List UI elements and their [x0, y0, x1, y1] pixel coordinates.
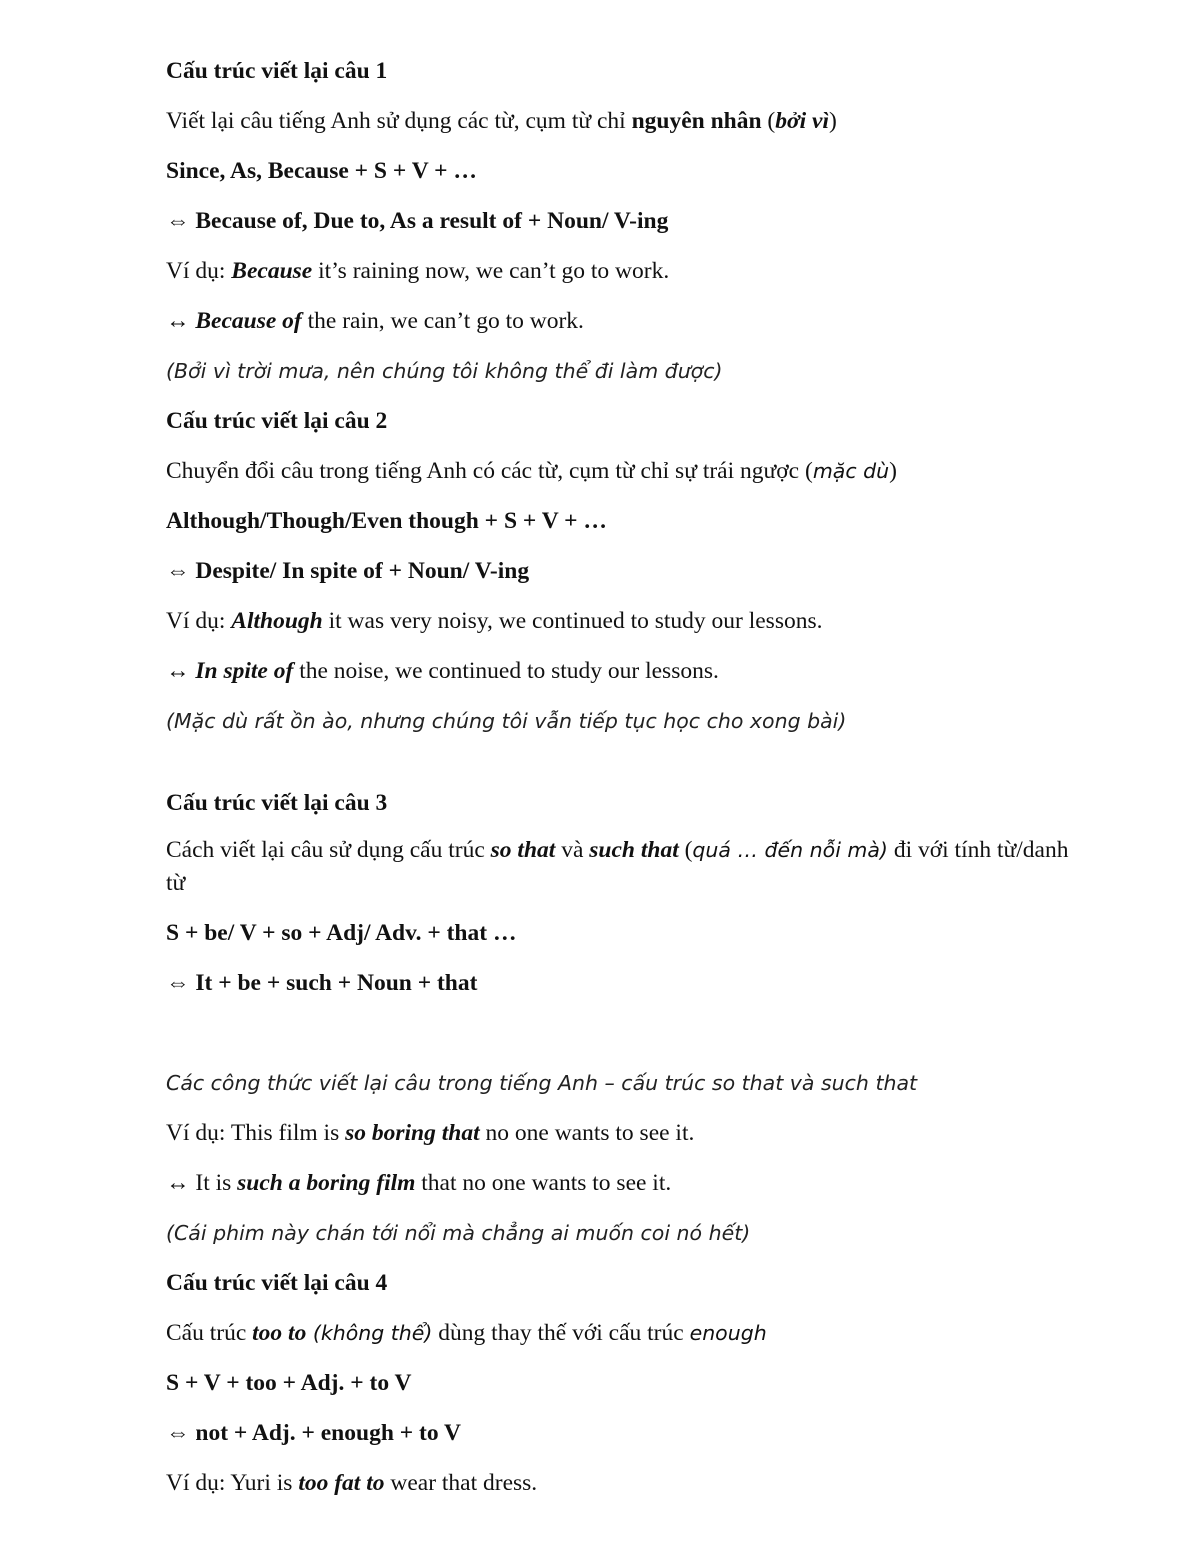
- rewrite-prefix: ↔: [166, 308, 196, 334]
- section-3-intro: [166, 834, 1086, 900]
- intro-italic: quá … đến nỗi mà): [692, 838, 888, 862]
- example-rest: no one wants to see it.: [479, 1120, 695, 1146]
- example-prefix: Ví dụ:: [166, 608, 232, 634]
- section-2-translation: (Mặc dù rất ồn ào, nhưng chúng tôi vẫn tiếp tục học cho xong bài): [166, 709, 847, 733]
- section-1-heading: Cấu trúc viết lại câu 1: [166, 58, 388, 84]
- intro-emphasis: too to: [252, 1320, 307, 1346]
- section-1-formula-1: Since, As, Because + S + V + …: [166, 158, 477, 184]
- intro-italic-enough: enough: [689, 1321, 767, 1345]
- section-3-translation: (Cái phim này chán tới nổi mà chẳng ai muốn coi nó hết): [166, 1221, 751, 1245]
- section-1-intro: [166, 102, 1086, 152]
- intro-bold: nguyên nhân: [631, 108, 762, 134]
- example-rest: wear that dress.: [384, 1470, 538, 1496]
- example-emphasis: so boring that: [345, 1120, 480, 1146]
- section-4-heading: Cấu trúc viết lại câu 4: [166, 1270, 388, 1296]
- example-rest: it was very noisy, we continued to study our lessons.: [322, 608, 823, 634]
- section-3-heading: Cấu trúc viết lại câu 3: [166, 790, 388, 816]
- section-2-heading: Cấu trúc viết lại câu 2: [166, 408, 388, 434]
- section-3-rewrite: [166, 1164, 1086, 1214]
- rewrite-rest: the noise, we continued to study our lessons.: [293, 658, 719, 684]
- section-1-example: [166, 252, 1086, 302]
- rewrite-emphasis: such a boring film: [237, 1170, 416, 1196]
- intro-text: Chuyển đổi câu trong tiếng Anh có các từ, cụm từ chỉ sự trái ngược (: [166, 458, 813, 484]
- intro-paren-close: ): [828, 108, 837, 134]
- section-4-formula-1: S + V + too + Adj. + to V: [166, 1370, 412, 1396]
- section-2-intro: [166, 452, 1086, 502]
- intro-emphasis-such-that: such that: [589, 837, 679, 863]
- example-rest: it’s raining now, we can’t go to work.: [312, 258, 670, 284]
- intro-italic: mặc dù: [812, 459, 890, 483]
- intro-emphasis-so-that: so that: [490, 837, 556, 863]
- section-3-example: [166, 1114, 1086, 1164]
- section-1-formula-2: ⇔ Because of, Due to, As a result of + Noun/ V-ing: [166, 208, 669, 234]
- spacer: [166, 1014, 1086, 1064]
- section-1-translation: (Bởi vì trời mưa, nên chúng tôi không thể đi làm được): [166, 359, 723, 383]
- example-emphasis: Although: [231, 608, 323, 634]
- section-3-formula-1: S + be/ V + so + Adj/ Adv. + that …: [166, 920, 517, 946]
- rewrite-rest: that no one wants to see it.: [415, 1170, 672, 1196]
- example-prefix: Ví dụ:: [166, 258, 232, 284]
- intro-paren-open: (: [678, 837, 693, 863]
- intro-paren-open: (: [761, 108, 776, 134]
- section-2-formula-2: ⇔ Despite/ In spite of + Noun/ V-ing: [166, 558, 530, 584]
- rewrite-emphasis: Because of: [195, 308, 302, 334]
- section-4-example: [166, 1464, 1086, 1514]
- intro-italic: (không thể): [306, 1321, 433, 1345]
- intro-text-tail: đi với tính từ/danh từ: [166, 837, 1069, 896]
- intro-text: Cấu trúc: [166, 1320, 253, 1346]
- document-page: [166, 52, 1086, 1514]
- rewrite-prefix: ↔: [166, 658, 196, 684]
- intro-bold-italic: bởi vì: [775, 108, 829, 134]
- intro-text-and: và: [555, 837, 590, 863]
- example-prefix: Ví dụ: This film is: [166, 1120, 346, 1146]
- intro-text: Viết lại câu tiếng Anh sử dụng các từ, cụm từ chỉ: [166, 108, 632, 134]
- intro-text-middle: dùng thay thế với cấu trúc: [432, 1320, 690, 1346]
- intro-text: Cách viết lại câu sử dụng cấu trúc: [166, 837, 491, 863]
- rewrite-prefix: ↔ It is: [166, 1170, 238, 1196]
- section-2-example: [166, 602, 1086, 652]
- section-3-formula-2: ⇔ It + be + such + Noun + that: [166, 970, 478, 996]
- rewrite-emphasis: In spite of: [195, 658, 294, 684]
- section-4-intro: [166, 1314, 1086, 1364]
- section-2-formula-1: Although/Though/Even though + S + V + …: [166, 508, 607, 534]
- section-4-formula-2: ⇔ not + Adj. + enough + to V: [166, 1420, 462, 1446]
- intro-paren-close: ): [889, 458, 897, 484]
- rewrite-rest: the rain, we can’t go to work.: [301, 308, 584, 334]
- example-emphasis: Because: [231, 258, 313, 284]
- image-caption: Các công thức viết lại câu trong tiếng Anh – cấu trúc so that và such that: [166, 1071, 918, 1095]
- example-emphasis: too fat to: [298, 1470, 385, 1496]
- example-prefix: Ví dụ: Yuri is: [166, 1470, 299, 1496]
- section-1-rewrite: [166, 302, 1086, 352]
- spacer: [166, 752, 1086, 784]
- section-2-rewrite: [166, 652, 1086, 702]
